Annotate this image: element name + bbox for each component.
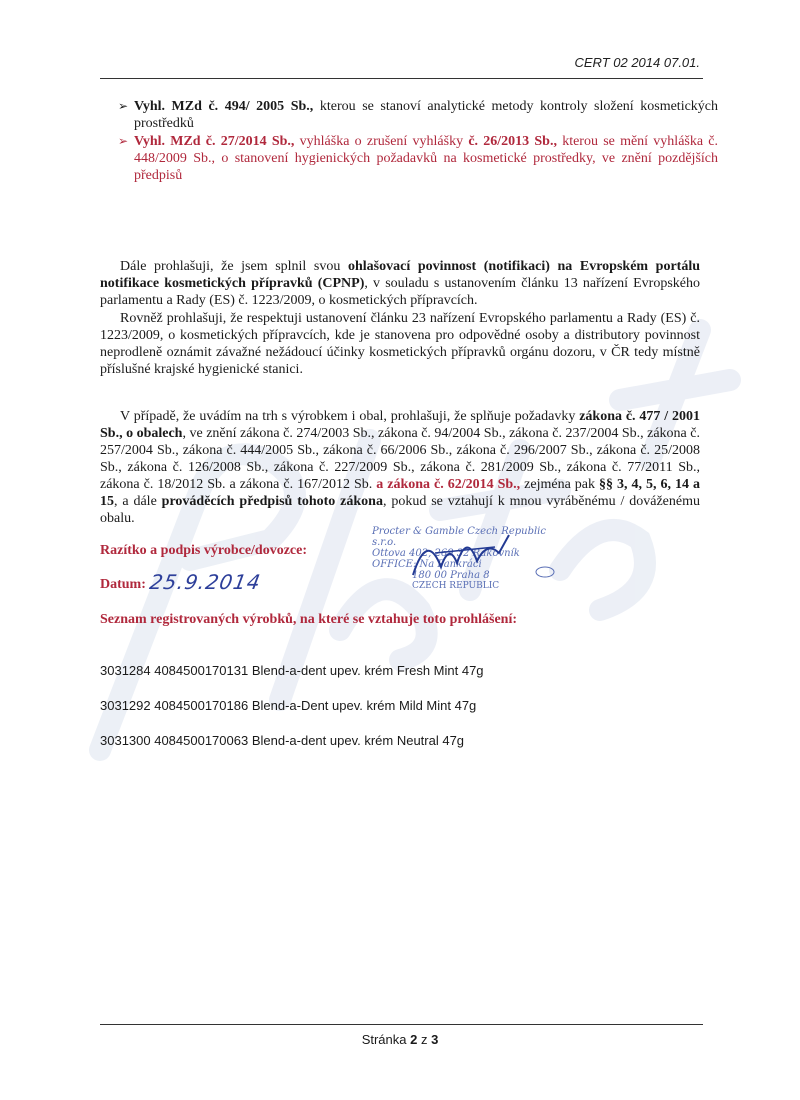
page-prefix: Stránka — [361, 1032, 411, 1047]
product-list — [100, 662, 484, 767]
text-span: , v souladu s ustanovením článku 13 nařízení Evropského parlamentu a Rady (ES) č. 1223/2009, o kosmetických přípravcích. — [100, 276, 700, 308]
product-item: 3031284 4084500170131 Blend-a-dent upev. krém Fresh Mint 47g — [100, 663, 484, 678]
product-list-label: Seznam registrovaných výrobků, na které se vztahuje toto prohlášení: — [100, 612, 518, 627]
bold-span: prováděcích předpisů tohoto zákona — [161, 494, 383, 509]
text-span: , a dále — [114, 494, 162, 509]
regulation-item — [118, 133, 718, 184]
text-span: Dále prohlašuji, že jsem splnil svou — [120, 259, 348, 274]
handwritten-date: 25.9.2014 — [147, 570, 263, 594]
regulation-text: vyhláška o zrušení vyhlášky — [294, 134, 469, 149]
regulation-ref: Vyhl. MZd č. 494/ 2005 Sb., — [134, 99, 314, 114]
product-item: 3031300 4084500170063 Blend-a-dent upev. krém Neutral 47g — [100, 733, 465, 748]
stamp-line: 180 00 Praha 8 — [412, 570, 490, 581]
regulation-ref: Vyhl. MZd č. 27/2014 Sb., — [134, 134, 295, 149]
regulation-list — [118, 98, 718, 185]
footer-divider — [100, 1024, 703, 1025]
regulation-text: kterou se mění vyhláška č. 448/2009 Sb., o stanovení hygienických požadavků na kosmetické prostředky, ve znění pozdějších předpisů — [134, 134, 719, 183]
regulation-ref: č. 26/2013 Sb., — [468, 134, 557, 149]
packaging-paragraph — [100, 408, 700, 527]
signature — [405, 523, 515, 583]
red-bold-span: a zákona č. 62/2014 Sb., — [376, 477, 521, 492]
page-total: 3 — [431, 1032, 439, 1047]
stamp-signature-label: Razítko a podpis výrobce/dovozce: — [100, 543, 308, 558]
bold-span: ohlašovací povinnost (notifikaci) na Evropském portálu notifikace kosmetických přípravků (CPNP) — [100, 259, 701, 291]
text-span: , pokud se vztahují k mnou vyráběnému / dováženému obalu. — [100, 494, 700, 526]
stamp-line: Procter & Gamble Czech Republic s.r.o. — [372, 526, 546, 548]
stamp-line: OFFICE: Na Pankráci — [372, 559, 482, 570]
text-span: , ve znění zákona č. 274/2003 Sb., zákona č. 94/2004 Sb., zákona č. 237/2004 Sb., zákona č. 257/2004 Sb., zákona č. 444/2005 Sb., zákona č. 66/2006 Sb., zákona č. 296/2007 Sb., zákona č. 25/2008 Sb., zákona č. 126/2008 Sb., zákona č. 227/2009 Sb., zákona č. 281/2009 Sb., zákona č. 77/2011 Sb., zákona č. 18/2012 Sb. a zákona č. 167/2012 Sb. — [100, 426, 700, 492]
header-divider — [100, 78, 703, 79]
product-item: 3031292 4084500170186 Blend-a-Dent upev. krém Mild Mint 47g — [100, 698, 477, 713]
bold-span: zákona č. 477 / 2001 Sb., o obalech — [100, 409, 701, 441]
document-code: CERT 02 2014 07.01. — [574, 55, 700, 70]
page-number — [0, 1032, 800, 1047]
page-current: 2 — [410, 1032, 418, 1047]
page-separator: z — [417, 1032, 432, 1047]
adverse-effects-paragraph: Rovněž prohlašuji, že respektuji ustanovení článku 23 nařízení Evropského parlamentu a Rady (ES) č. 1223/2009, o kosmetických přípravcích, kde je stanovena pro odpovědné osoby a distributory povinnost neprodleně oznámit závažné nežádoucí účinky kosmetických přípravků orgánu dozoru, v ČR tedy místně příslušné krajské hygienické stanici. — [100, 311, 700, 377]
arrow-bullet-icon: ➢ — [118, 134, 129, 148]
stamp-line: Ottova 402, 269 32 Rakovník — [372, 548, 520, 559]
regulation-item — [118, 98, 718, 132]
text-span: zejména pak — [520, 477, 600, 492]
regulation-text: kterou se stanoví analytické metody kontroly složení kosmetických prostředků — [134, 99, 719, 131]
bold-span: §§ 3, 4, 5, 6, 14 a 15 — [100, 477, 701, 509]
company-logo-icon — [535, 566, 555, 578]
arrow-bullet-icon: ➢ — [118, 99, 129, 113]
date-label: Datum: — [100, 577, 146, 592]
notification-paragraph — [100, 258, 700, 309]
stamp-line: CZECH REPUBLIC — [412, 581, 500, 591]
text-span: V případě, že uvádím na trh s výrobkem i obal, prohlašuji, že splňuje požadavky — [120, 409, 580, 424]
